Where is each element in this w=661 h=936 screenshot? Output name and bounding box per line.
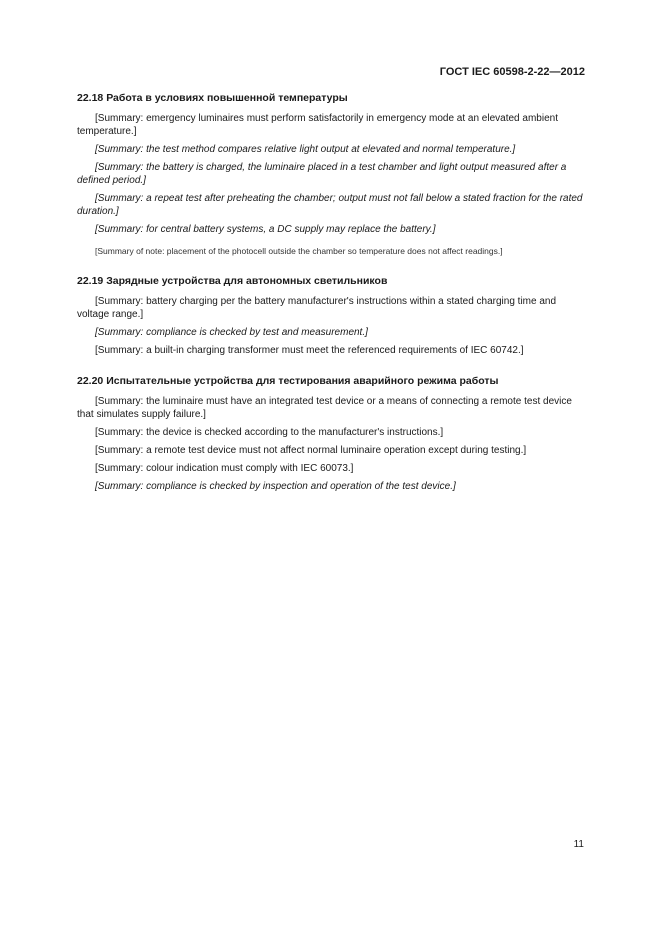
section-heading: 22.20 Испытательные устройства для тестирования аварийного режима работы	[77, 375, 499, 387]
page-number: 11	[573, 839, 584, 850]
section-heading: 22.19 Зарядные устройства для автономных светильников	[77, 275, 388, 287]
body-paragraph: [Summary: for central battery systems, a DC supply may replace the battery.]	[95, 224, 436, 235]
body-paragraph: [Summary: a built-in charging transformer must meet the referenced requirements of IEC 60742.]	[95, 345, 524, 356]
section	[77, 92, 584, 257]
body-paragraph: [Summary: the test method compares relative light output at elevated and normal temperature.]	[95, 144, 516, 155]
section	[77, 375, 584, 493]
body-paragraph: [Summary: the luminaire must have an integrated test device or a means of connecting a remote test device that simulates supply failure.]	[77, 396, 572, 420]
body-paragraph: [Summary: colour indication must comply with IEC 60073.]	[95, 463, 354, 474]
body-paragraph: [Summary: compliance is checked by test and measurement.]	[95, 327, 368, 338]
body-paragraph: [Summary: a repeat test after preheating the chamber; output must not fall below a stated fraction for the rated duration.]	[77, 193, 583, 217]
body-paragraph: [Summary: emergency luminaires must perform satisfactorily in emergency mode at an elevated ambient temperature.]	[77, 113, 558, 137]
section	[77, 275, 584, 357]
section-heading: 22.18 Работа в условиях повышенной температуры	[77, 92, 348, 104]
body-column	[77, 92, 584, 511]
body-paragraph: [Summary: compliance is checked by inspection and operation of the test device.]	[95, 481, 456, 492]
body-paragraph: [Summary: a remote test device must not affect normal luminaire operation except during testing.]	[95, 445, 527, 456]
section-note: [Summary of note: placement of the photocell outside the chamber so temperature does not affect readings.]	[95, 246, 503, 256]
body-paragraph: [Summary: the battery is charged, the luminaire placed in a test chamber and light output measured after a defined period.]	[77, 162, 567, 186]
document-number: ГОСТ IEC 60598-2-22—2012	[439, 66, 585, 78]
body-paragraph: [Summary: the device is checked according to the manufacturer's instructions.]	[95, 427, 444, 438]
body-paragraph: [Summary: battery charging per the battery manufacturer's instructions within a stated charging time and voltage range.]	[77, 296, 557, 320]
